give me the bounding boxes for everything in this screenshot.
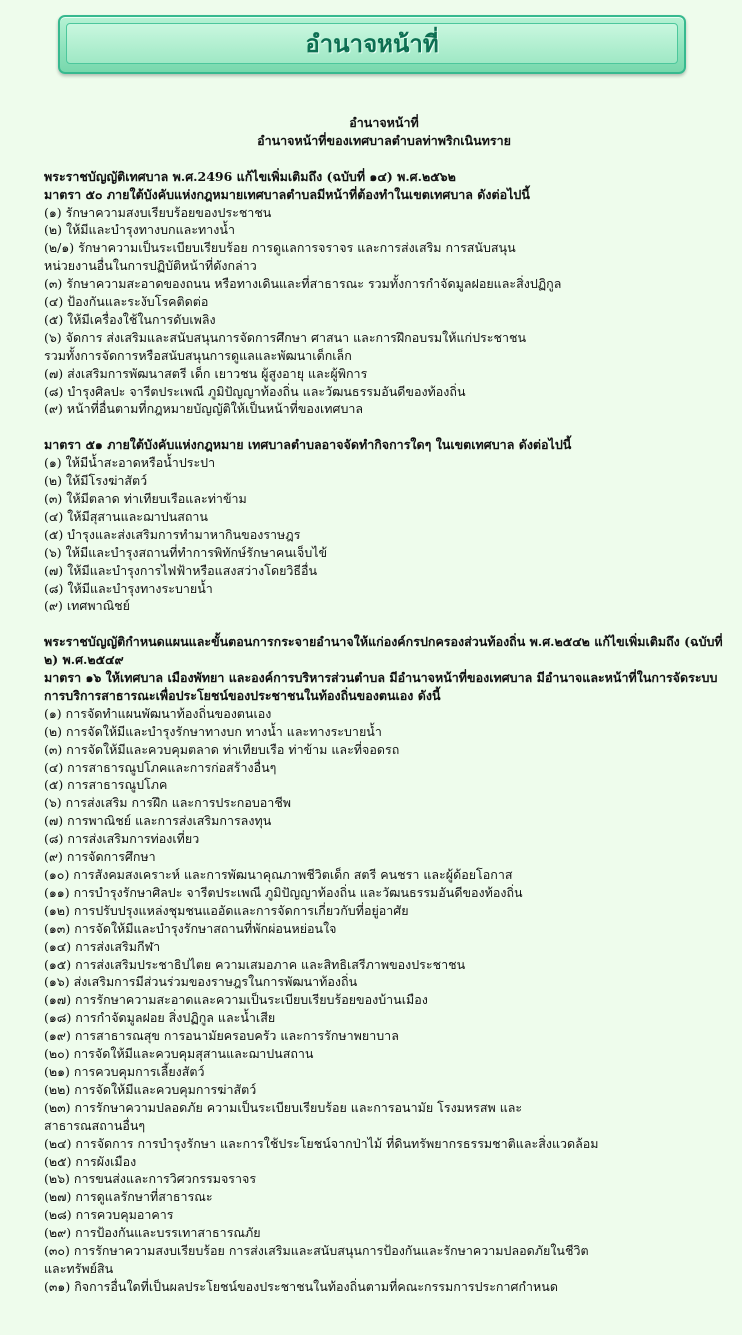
list-item: (๔) การสาธารณูปโภคและการก่อสร้างอื่นๆ xyxy=(44,759,277,775)
list-item: (๙) เทศพาณิชย์ xyxy=(44,598,130,614)
list-item: (๘) บำรุงศิลปะ จารีตประเพณี ภูมิปัญญาท้องถิ่น และวัฒนธรรมอันดีของท้องถิ่น xyxy=(44,383,466,399)
list-item: (๖) ให้มีและบำรุงสถานที่ทำการพิทักษ์รักษาคนเจ็บไข้ xyxy=(44,544,328,560)
list-item: (๒๕) การผังเมือง xyxy=(44,1153,137,1169)
section3-list xyxy=(44,705,724,1296)
section3-article: มาตรา ๑๖ ให้เทศบาล เมืองพัทยา และองค์การบริหารส่วนตำบล มีอำนาจหน้าที่ของเทศบาล มีอำนาจและหน้าที่ในการจัดระบบการบริการสาธารณะเพื่อประโยชน์ของประชาชนในท้องถิ่นของตนเอง ดังนี้ xyxy=(44,670,718,703)
list-item: (๑๗) การรักษาความสะอาดและความเป็นระเบียบเรียบร้อยของบ้านเมือง xyxy=(44,992,428,1008)
list-item: (๓) การจัดให้มีและควบคุมตลาด ท่าเทียบเรือ ท่าข้าม และที่จอดรถ xyxy=(44,741,400,757)
document-subtitle: อำนาจหน้าที่ของเทศบาลตำบลท่าพริกเนินทราย xyxy=(257,132,511,148)
list-item: (๒) ให้มีโรงฆ่าสัตว์ xyxy=(44,473,148,489)
list-item: (๕) การสาธารณูปโภค xyxy=(44,777,168,793)
list-item: (๒๘) การควบคุมอาคาร xyxy=(44,1207,174,1223)
list-item: (๘) ให้มีและบำรุงทางระบายน้ำ xyxy=(44,580,213,596)
list-item: (๒๗) การดูแลรักษาที่สาธารณะ xyxy=(44,1189,213,1205)
list-item: (๕) ให้มีเครื่องใช้ในการดับเพลิง xyxy=(44,311,216,327)
title-banner xyxy=(58,15,686,74)
list-item: (๒) การจัดให้มีและบำรุงรักษาทางบก ทางน้ำ และทางระบายน้ำ xyxy=(44,723,382,739)
section1-article: มาตรา ๕๐ ภายใต้บังคับแห่งกฎหมายเทศบาลตำบลมีหน้าที่ต้องทำในเขตเทศบาล ดังต่อไปนี้ xyxy=(44,186,530,202)
list-item: (๙) การจัดการศึกษา xyxy=(44,849,156,865)
list-item: (๒๔) การจัดการ การบำรุงรักษา และการใช้ประโยชน์จากป่าไม้ ที่ดินทรัพยากรธรรมชาติและสิ่งแวดล้อม xyxy=(44,1135,599,1151)
list-item: (๔) ป้องกันและระงับโรคติดต่อ xyxy=(44,294,209,310)
list-item: (๔) ให้มีสุสานและฌาปนสถาน xyxy=(44,508,208,524)
list-item: สาธารณสถานอื่นๆ xyxy=(44,1117,146,1133)
list-item: (๒๒) การจัดให้มีและควบคุมการฆ่าสัตว์ xyxy=(44,1081,257,1097)
list-item: (๗) การพาณิชย์ และการส่งเสริมการลงทุน xyxy=(44,813,272,829)
list-item: (๑) รักษาความสงบเรียบร้อยของประชาชน xyxy=(44,204,272,220)
list-item: (๘) การส่งเสริมการท่องเที่ยว xyxy=(44,831,200,847)
list-item: (๑๔) การส่งเสริมกีฬา xyxy=(44,938,161,954)
list-item: (๑๐) การสังคมสงเคราะห์ และการพัฒนาคุณภาพชีวิตเด็ก สตรี คนชรา และผู้ด้อยโอกาส xyxy=(44,867,513,883)
list-item: (๑๙) การสาธารณสุข การอนามัยครอบครัว และการรักษาพยาบาล xyxy=(44,1028,399,1044)
list-item: (๑๕) การส่งเสริมประชาธิปไตย ความเสมอภาค และสิทธิเสรีภาพของประชาชน xyxy=(44,956,466,972)
list-item: (๕) บำรุงและส่งเสริมการทำมาหากินของราษฎร xyxy=(44,526,301,542)
list-item: (๑) ให้มีน้ำสะอาดหรือน้ำประปา xyxy=(44,455,216,471)
section3-act: พระราชบัญญัติกำหนดแผนและขั้นตอนการกระจายอำนาจให้แก่องค์กรปกครองส่วนท้องถิ่น พ.ศ.๒๕๔๒ แก้ไขเพิ่มเติมถึง (ฉบับที่ ๒) พ.ศ.๒๕๔๙ xyxy=(44,634,723,668)
list-item: (๑๒) การปรับปรุงแหล่งชุมชนแออัดและการจัดการเกี่ยวกับที่อยู่อาศัย xyxy=(44,902,409,918)
list-item: (๒๑) การควบคุมการเลี้ยงสัตว์ xyxy=(44,1063,205,1079)
section1-act: พระราชบัญญัติเทศบาล พ.ศ.2496 แก้ไขเพิ่มเติมถึง (ฉบับที่ ๑๔) พ.ศ.๒๕๖๒ xyxy=(44,168,456,184)
section1-list xyxy=(44,204,724,419)
list-item: (๑๑) การบำรุงรักษาศิลปะ จารีตประเพณี ภูมิปัญญาท้องถิ่น และวัฒนธรรมอันดีของท้องถิ่น xyxy=(44,884,523,900)
list-item: (๑๓) การจัดให้มีและบำรุงรักษาสถานที่พักผ่อนหย่อนใจ xyxy=(44,920,337,936)
section2-list xyxy=(44,454,724,615)
list-item: หน่วยงานอื่นในการปฏิบัติหน้าที่ดังกล่าว xyxy=(44,258,257,274)
document-body xyxy=(44,114,724,1296)
list-item: (๒/๑) รักษาความเป็นระเบียบเรียบร้อย การดูแลการจราจร และการส่งเสริม การสนับสนุน xyxy=(44,240,516,256)
list-item: (๑๘) การกำจัดมูลฝอย สิ่งปฏิกูล และน้ำเสีย xyxy=(44,1010,276,1026)
list-item: (๙) หน้าที่อื่นตามที่กฎหมายบัญญัติให้เป็นหน้าที่ของเทศบาล xyxy=(44,401,364,417)
list-item: (๒) ให้มีและบำรุงทางบกและทางน้ำ xyxy=(44,222,235,238)
list-item: (๖) การส่งเสริม การฝึก และการประกอบอาชีพ xyxy=(44,795,292,811)
list-item: (๒๐) การจัดให้มีและควบคุมสุสานและฌาปนสถาน xyxy=(44,1046,314,1062)
list-item: (๖) จัดการ ส่งเสริมและสนับสนุนการจัดการศึกษา ศาสนา และการฝึกอบรมให้แก่ประชาชน xyxy=(44,329,527,345)
list-item: (๑๖) ส่งเสริมการมีส่วนร่วมของราษฎรในการพัฒนาท้องถิ่น xyxy=(44,974,358,990)
list-item: (๑) การจัดทำแผนพัฒนาท้องถิ่นของตนเอง xyxy=(44,705,272,721)
list-item: (๓๐) การรักษาความสงบเรียบร้อย การส่งเสริมและสนับสนุนการป้องกันและรักษาความปลอดภัยในชีวิต xyxy=(44,1243,589,1259)
banner-title: อำนาจหน้าที่ xyxy=(305,29,439,58)
list-item: (๒๖) การขนส่งและการวิศวกรรมจราจร xyxy=(44,1171,257,1187)
list-item: (๓) ให้มีตลาด ท่าเทียบเรือและท่าข้าม xyxy=(44,491,247,506)
document-title: อำนาจหน้าที่ xyxy=(349,115,419,130)
list-item: (๒๓) การรักษาความปลอดภัย ความเป็นระเบียบเรียบร้อย และการอนามัย โรงมหรสพ และ xyxy=(44,1099,523,1115)
list-item: และทรัพย์สิน xyxy=(44,1260,114,1276)
list-item: (๒๙) การป้องกันและบรรเทาสาธารณภัย xyxy=(44,1225,261,1241)
list-item: (๓) รักษาความสะอาดของถนน หรือทางเดินและที่สาธารณะ รวมทั้งการกำจัดมูลฝอยและสิ่งปฏิกูล xyxy=(44,276,562,292)
list-item: (๓๑) กิจการอื่นใดที่เป็นผลประโยชน์ของประชาชนในท้องถิ่นตามที่คณะกรรมการประกาศกำหนด xyxy=(44,1278,558,1294)
list-item: รวมทั้งการจัดการหรือสนับสนุนการดูแลและพัฒนาเด็กเล็ก xyxy=(44,347,352,363)
list-item: (๗) ให้มีและบำรุงการไฟฟ้าหรือแสงสว่างโดยวิธีอื่น xyxy=(44,562,318,578)
section2-article: มาตรา ๕๑ ภายใต้บังคับแห่งกฎหมาย เทศบาลตำบลอาจจัดทำกิจการใดๆ ในเขตเทศบาล ดังต่อไปนี้ xyxy=(44,437,572,453)
list-item: (๗) ส่งเสริมการพัฒนาสตรี เด็ก เยาวชน ผู้สูงอายุ และผู้พิการ xyxy=(44,365,368,381)
